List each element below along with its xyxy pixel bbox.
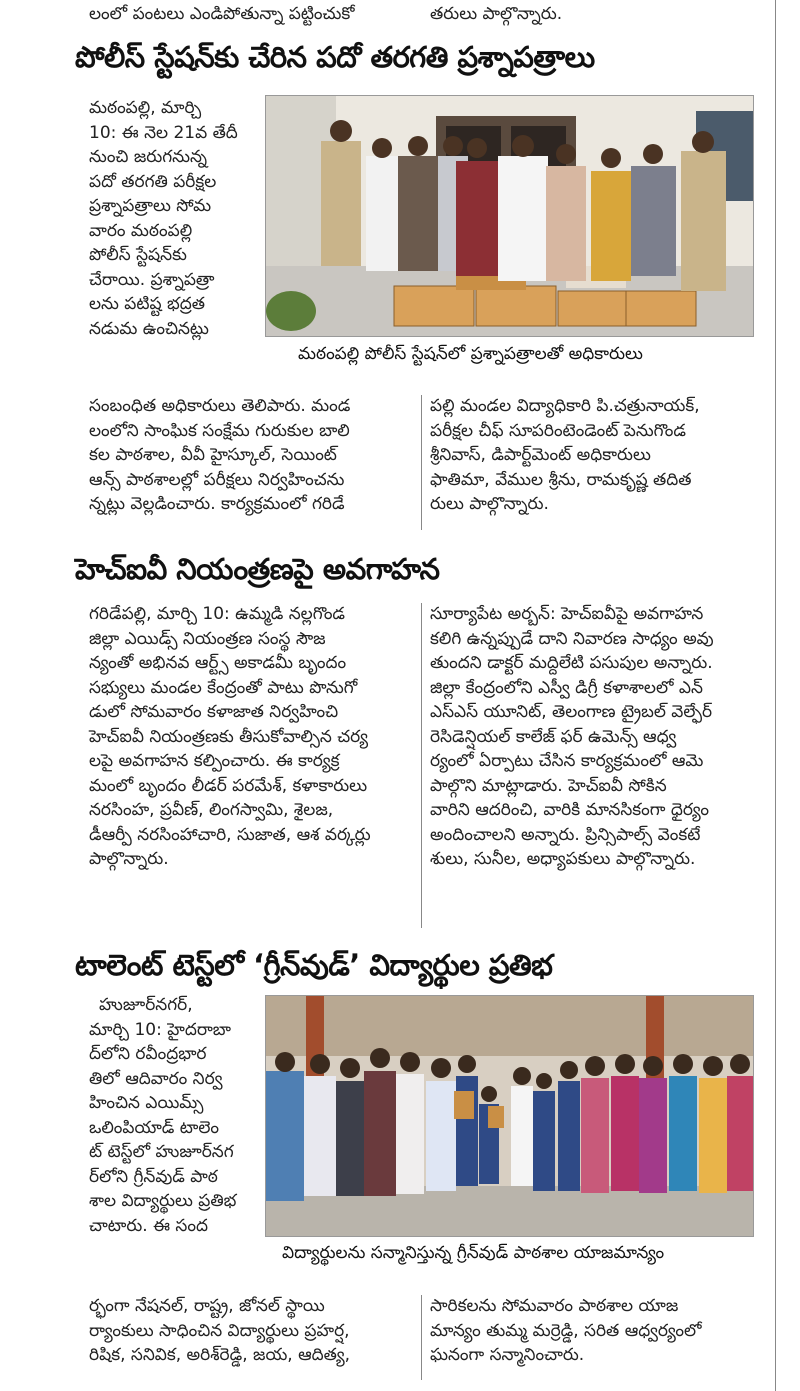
- text-line: తరులు పాల్గొన్నారు.: [430, 4, 563, 24]
- text-line: అందించాలని అన్నారు. ప్రిన్సిపాల్స్ వెంకటే: [430, 824, 701, 845]
- text-line: ద్‌లోని రవీంద్రభార: [89, 1044, 207, 1064]
- text-line: పోలీస్ స్టేషన్‌కు: [89, 245, 187, 265]
- text-line: పరీక్షల చీఫ్ సూపరింటెండెంట్ పెనుగొండ: [430, 420, 686, 441]
- text-line: నుంచి జరుగనున్న: [89, 147, 207, 167]
- text-line: డీఆర్పీ నరసింహాచారి, సుజాత, ఆశ వర్కర్లు: [89, 824, 371, 845]
- article1-photo: [265, 95, 754, 337]
- text-line: మఠంపల్లి, మార్చి: [89, 98, 202, 118]
- text-line: ఒలింపియాడ్ టాలెం: [89, 1117, 220, 1138]
- article1-right-column: [430, 394, 752, 517]
- article3-photo: [265, 995, 754, 1237]
- text-line: లపై అవగాహన కల్పించారు. ఈ కార్యక్ర: [89, 751, 340, 771]
- text-line: మంలో బృందం లీడర్ పరమేశ్, కళాకారులు: [89, 775, 368, 796]
- text-line: ప్రశ్నాపత్రాలు సోమ: [89, 196, 212, 216]
- text-line: మాన్యం తుమ్మ మర్రెడ్డి, సరిత ఆధ్వర్యంలో: [430, 1320, 702, 1341]
- text-line: వారం మఠంపల్లి: [89, 220, 193, 241]
- text-line: డులో సోమవారం కళాజాత నిర్వహించి: [89, 702, 339, 722]
- text-line: శాల విద్యార్థులు ప్రతిభ: [89, 1191, 237, 1211]
- top-fragment-right: [430, 2, 752, 27]
- text-line: తిలో ఆదివారం నిర్వ: [89, 1068, 223, 1089]
- text-line: లంలోని సాంఘిక సంక్షేమ గురుకుల బాలి: [89, 420, 350, 441]
- column-rule-article3: [421, 1295, 422, 1380]
- text-line: హెచ్ఐవీ నియంత్రణకు తీసుకోవాల్సిన చర్య: [89, 726, 369, 747]
- text-line: ఆన్స్ పాఠశాలల్లో పరీక్షలు నిర్వహించను: [89, 469, 345, 490]
- article3-headline: టాలెంట్ టెస్ట్‌లో ‘గ్రీన్‌వుడ్’ విద్యార్థుల ప్రతిభ: [75, 948, 553, 982]
- text-line: శులు, సునీల, అధ్యాపకులు పాల్గొన్నారు.: [430, 849, 696, 869]
- article3-caption: విద్యార్థులను సన్మానిస్తున్న గ్రీన్‌వుడ్ పాఠశాల యాజమాన్యం: [282, 1243, 665, 1263]
- text-line: సభ్యులు మండల కేంద్రంతో పాటు పొనుగో: [89, 677, 358, 698]
- text-line: సూర్యాపేట అర్బన్: హెచ్ఐవీపై అవగాహన: [430, 604, 704, 624]
- school-group-photo: [266, 996, 753, 1236]
- text-line: గరిడేపల్లి, మార్చి 10: ఉమ్మడి నల్లగొండ: [89, 604, 346, 624]
- text-line: తుందని డాక్టర్ మద్దిలేటి పసుపుల అన్నారు.: [430, 653, 713, 673]
- column-rule-article1: [421, 395, 422, 530]
- text-line: పాల్గొని మాట్లాడారు. హెచ్ఐవీ సోకిన: [430, 775, 667, 796]
- text-line: నడుమ ఉంచినట్లు: [89, 318, 209, 339]
- article1-headline: పోలీస్ స్టేషన్‌కు చేరిన పదో తరగతి ప్రశ్నాపత్రాలు: [75, 40, 595, 74]
- text-line: ఫాతిమా, వేముల శ్రీను, రామకృష్ణ తదిత: [430, 469, 692, 490]
- text-line: సారికలను సోమవారం పాఠశాల యాజ: [430, 1296, 679, 1316]
- text-line: సంబంధిత అధికారులు తెలిపారు. మండ: [89, 396, 351, 416]
- text-line: కలిగి ఉన్నప్పుడే దాని నివారణ సాధ్యం అవు: [430, 628, 714, 649]
- article1-narrow-column: [89, 96, 259, 341]
- text-line: పల్లి మండల విద్యాధికారి పి.చత్రునాయక్,: [430, 396, 700, 416]
- article1-caption: మఠంపల్లి పోలీస్ స్టేషన్‌లో ప్రశ్నాపత్రాలతో అధికారులు: [298, 344, 643, 364]
- text-line: ఎస్ఎస్ యూనిట్, తెలంగాణ ట్రైబల్ వెల్ఫేర్: [430, 702, 713, 722]
- text-line: ర్భంగా నేషనల్, రాష్ట్ర, జోనల్ స్థాయి: [89, 1296, 325, 1316]
- text-line: నరసింహ, ప్రవీణ్, లింగస్వామి, శైలజ,: [89, 800, 334, 820]
- column-rule-article2: [421, 603, 422, 928]
- text-line: హించిన ఎయిమ్స్: [89, 1093, 204, 1113]
- text-line: మార్చి 10: హైదరాబా: [89, 1019, 231, 1040]
- text-line: శ్రీనివాస్, డిపార్ట్‌మెంట్ అధికారులు: [430, 445, 651, 465]
- text-line: చేరాయి. ప్రశ్నాపత్రా: [89, 269, 215, 290]
- text-line: రులు పాల్గొన్నారు.: [430, 494, 549, 514]
- text-line: కల పాఠశాల, వీవీ హైస్కూల్, సెయింట్: [89, 445, 337, 465]
- article3-left-column: [89, 1294, 414, 1368]
- column-rule-right: [775, 0, 776, 1391]
- article3-right-column: [430, 1294, 752, 1368]
- text-line: పాల్గొన్నారు.: [89, 849, 169, 869]
- text-line: వారిని ఆదరించి, వారికి మానసికంగా ధైర్యం: [430, 800, 709, 820]
- text-line: ర్యాంకులు సాధించిన విద్యార్థులు ప్రహర్ష,: [89, 1320, 350, 1341]
- text-line: చాటారు. ఈ సంద: [89, 1215, 208, 1236]
- article2-headline: హెచ్ఐవీ నియంత్రణపై అవగాహన: [75, 552, 440, 586]
- text-line: ఘనంగా సన్మానించారు.: [430, 1345, 585, 1365]
- text-line: పదో తరగతి పరీక్షల: [89, 171, 217, 192]
- text-line: రెసిడెన్షియల్ కాలేజ్ ఫర్ ఉమెన్స్ ఆధ్వ: [430, 726, 677, 747]
- text-line: ర్‌లోని గ్రీన్‌వుడ్ పాఠ: [89, 1166, 218, 1187]
- article2-left-column: [89, 602, 414, 872]
- text-line: న్యంతో అభినవ ఆర్ట్స్ అకాడమీ బృందం: [89, 653, 347, 673]
- text-line: రిషిక, సనివిక, అరిశ్‌రెడ్డి, జయ, ఆదిత్య,: [89, 1345, 351, 1365]
- text-line: ర్యంలో ఏర్పాటు చేసిన కార్యక్రమంలో ఆమె: [430, 751, 704, 771]
- text-line: లను పటిష్ట భద్రత: [89, 294, 205, 314]
- text-line: న్నట్లు వెల్లడించారు. కార్యక్రమంలో గరిడే: [89, 494, 345, 514]
- police-station-photo: [266, 96, 753, 336]
- text-line: లంలో పంటలు ఎండిపోతున్నా పట్టించుకో: [89, 4, 355, 24]
- text-line: ట్ టెస్ట్‌లో హుజూర్‌నగ: [89, 1142, 234, 1162]
- article2-right-column: [430, 602, 752, 872]
- top-fragment-left: [89, 2, 411, 27]
- article1-left-column: [89, 394, 414, 517]
- text-line: హుజూర్‌నగర్,: [99, 995, 193, 1015]
- text-line: జిల్లా ఎయిడ్స్ నియంత్రణ సంస్థ సౌజ: [89, 628, 326, 649]
- text-line: 10: ఈ నెల 21వ తేదీ: [89, 122, 238, 143]
- article3-narrow-column: [89, 993, 259, 1238]
- text-line: జిల్లా కేంద్రంలోని ఎస్వీ డిగ్రీ కళాశాలలో ఎన్: [430, 677, 703, 698]
